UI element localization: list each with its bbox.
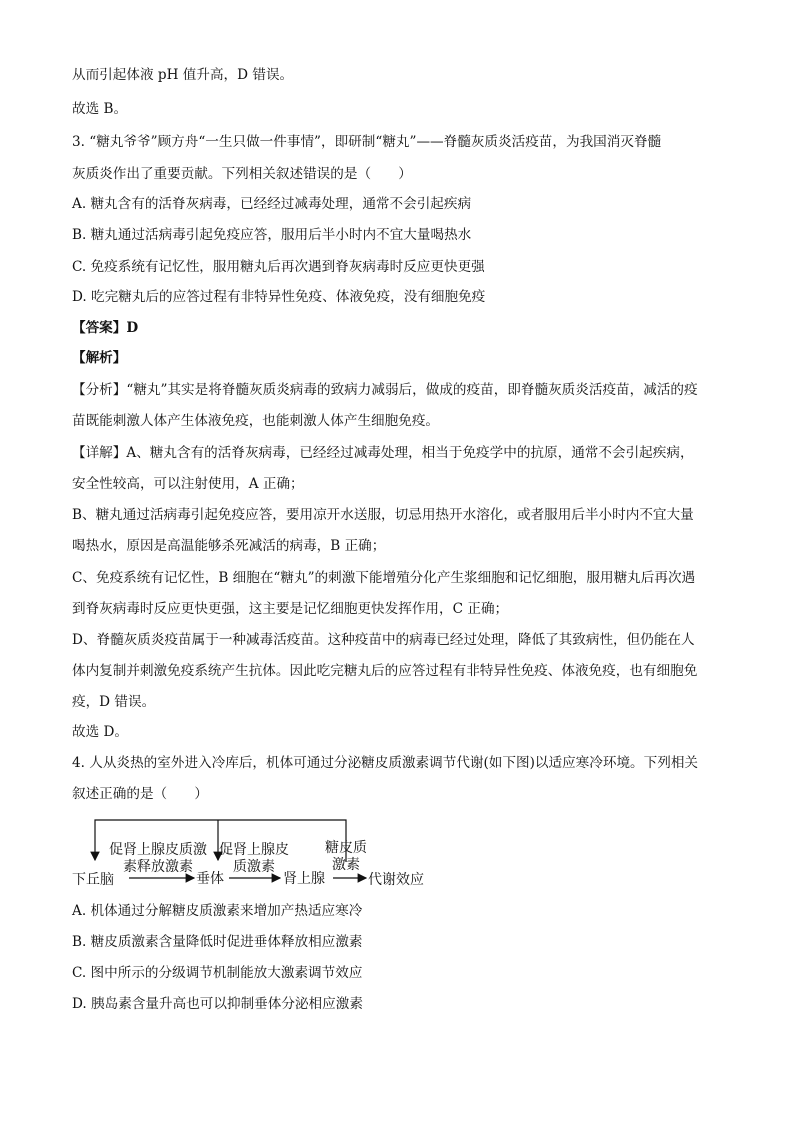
answer-label: 【答案】D — [72, 320, 139, 336]
adrenal-label: 肾上腺 — [283, 871, 325, 887]
text-line: 故选 B。 — [72, 101, 128, 117]
option-d: D. 吃完糖丸后的应答过程有非特异性免疫、体液免疫，没有细胞免疫 — [72, 289, 486, 305]
question-4-stem: 4. 人从炎热的室外进入冷库后，机体可通过分泌糖皮质激素调节代谢(如下图)以适应寒冷环境。下列相关 — [72, 755, 699, 771]
option-a: A. 机体通过分解糖皮质激素来增加产热适应寒冷 — [72, 903, 363, 919]
detail-text: B、糖丸通过活病毒引起免疫应答，要用凉开水送服，切忌用热开水溶化，或者服用后半小时内不宜大量 — [72, 507, 694, 523]
hormone-regulation-diagram — [70, 818, 450, 894]
detail-text: 疫，D 错误。 — [72, 694, 156, 710]
detail-text: 到脊灰病毒时反应更快更强，这主要是记忆细胞更快发挥作用，C 正确； — [72, 601, 509, 617]
detail-text: 安全性较高，可以注射使用，A 正确； — [72, 476, 304, 492]
detail-text: 喝热水，原因是高温能够杀死减活的病毒，B 正确； — [72, 538, 386, 554]
detail-text: 【详解】A、糖丸含有的活脊灰病毒，已经经过减毒处理，相当于免疫学中的抗原，通常不会引起疾病， — [72, 445, 694, 461]
pituitary-label: 垂体 — [196, 871, 224, 887]
acth-label: 促肾上腺皮 质激素 — [219, 842, 289, 875]
effect-label: 代谢效应 — [368, 872, 424, 888]
hypothalamus-label: 下丘脑 — [72, 872, 114, 888]
option-a: A. 糖丸含有的活脊灰病毒，已经经过减毒处理，通常不会引起疾病 — [72, 196, 472, 212]
detail-text: D、脊髓灰质炎疫苗属于一种减毒活疫苗。这种疫苗中的病毒已经过处理，降低了其致病性，但仍能在人 — [72, 632, 695, 648]
text-line: 故选 D。 — [72, 724, 129, 740]
question-3-stem: 3. “糖丸爷爷”顾方舟“一生只做一件事情”，即研制“糖丸”——脊髓灰质炎活疫苗，为我国消灭脊髓 — [72, 134, 662, 150]
detail-text: C、免疫系统有记忆性，B 细胞在“糖丸”的刺激下能增殖分化产生浆细胞和记忆细胞，服用糖丸后再次遇 — [72, 570, 696, 586]
option-c: C. 图中所示的分级调节机制能放大激素调节效应 — [72, 965, 363, 981]
option-b: B. 糖皮质激素含量降低时促进垂体释放相应激素 — [72, 934, 363, 950]
crh-label: 促肾上腺皮质激 素释放激素 — [109, 842, 207, 875]
detail-text: 体内复制并刺激免疫系统产生抗体。因此吃完糖丸后的应答过程有非特异性免疫、体液免疫，也有细胞免 — [72, 663, 698, 679]
option-c: C. 免疫系统有记忆性，服用糖丸后再次遇到脊灰病毒时反应更快更强 — [72, 259, 485, 275]
analysis-text: 苗既能刺激人体产生体液免疫，也能刺激人体产生细胞免疫。 — [72, 413, 440, 429]
analysis-text: 【分析】“糖丸”其实是将脊髓灰质炎病毒的致病力减弱后，做成的疫苗，即脊髓灰质炎活疫苗，减活的疫 — [72, 382, 698, 398]
question-4-stem: 叙述正确的是（ ） — [72, 786, 208, 802]
text-line: 从而引起体液 pH 值升高，D 错误。 — [72, 67, 294, 83]
glucocorticoid-label: 糖皮质 激素 — [325, 840, 367, 873]
option-b: B. 糖丸通过活病毒引起免疫应答，服用后半小时内不宜大量喝热水 — [72, 227, 472, 243]
option-d: D. 胰岛素含量升高也可以抑制垂体分泌相应激素 — [72, 996, 363, 1012]
question-3-stem: 灰质炎作出了重要贡献。下列相关叙述错误的是（ ） — [72, 166, 412, 182]
analysis-label: 【解析】 — [72, 350, 127, 366]
